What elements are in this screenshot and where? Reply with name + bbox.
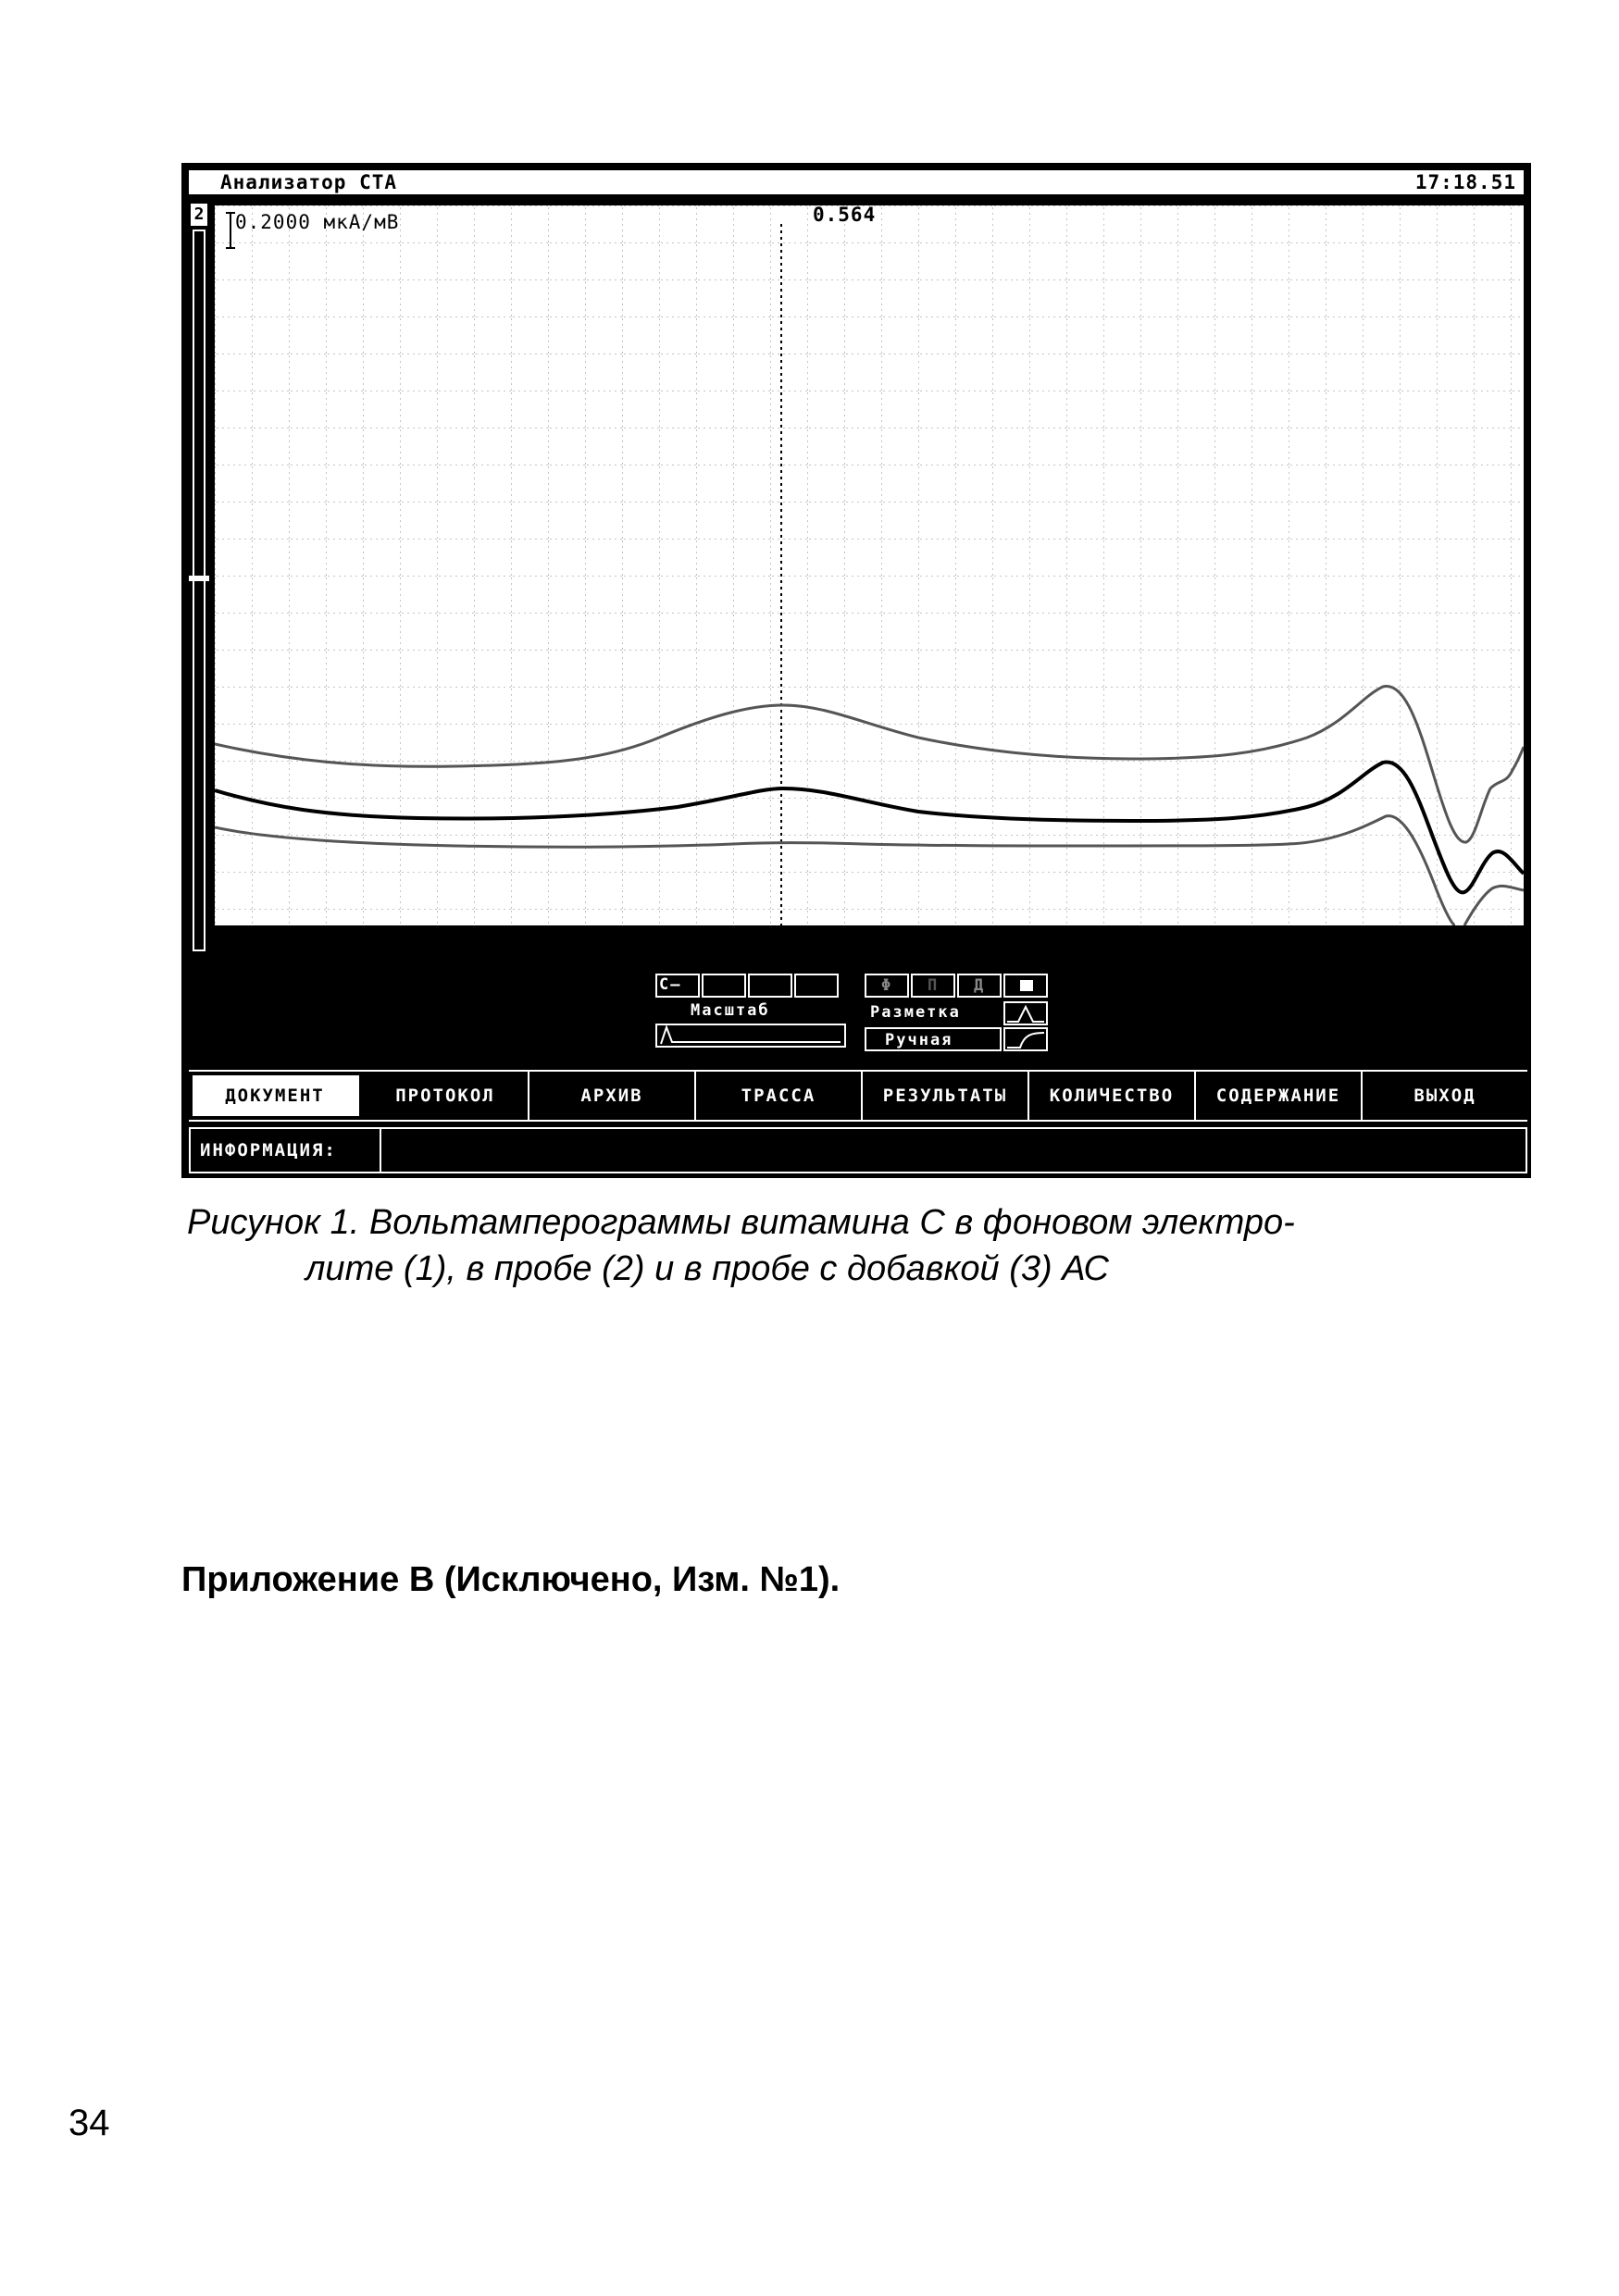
menu-quantity[interactable]: КОЛИЧЕСТВО <box>1029 1072 1196 1120</box>
voltammogram-plot[interactable] <box>215 205 1524 925</box>
step-icon <box>1005 1029 1046 1049</box>
scale-caption: Масштаб <box>691 1001 770 1020</box>
p-icon: П <box>928 976 940 995</box>
menu-document[interactable]: ДОКУМЕНТ <box>193 1075 359 1116</box>
ramp-icon <box>657 1025 844 1046</box>
menu-trace[interactable]: ТРАССА <box>696 1072 863 1120</box>
title-bar <box>189 170 1524 194</box>
square-icon <box>1020 980 1033 991</box>
appendix-heading: Приложение В (Исключено, Изм. №1). <box>181 1560 841 1599</box>
vertical-slider[interactable] <box>193 230 205 951</box>
menu-results[interactable]: РЕЗУЛЬТАТЫ <box>863 1072 1029 1120</box>
scale-label: 0.2000 мкА/мВ <box>235 211 400 233</box>
scale-slider[interactable] <box>655 1024 846 1048</box>
phi-icon: Φ <box>881 976 893 995</box>
markup-label: Разметка <box>870 1003 961 1022</box>
caption-line-2: лите (1), в пробе (2) и в пробе с добавкой (3) АС <box>305 1249 1109 1288</box>
menu-exit[interactable]: ВЫХОД <box>1414 1086 1476 1106</box>
menu-content[interactable]: СОДЕРЖАНИЕ <box>1196 1072 1363 1120</box>
plot-canvas <box>215 205 1524 925</box>
figure-caption <box>187 1199 1483 1292</box>
peak-icon <box>1005 1003 1046 1024</box>
slider-thumb[interactable] <box>189 576 209 581</box>
c-cell-1[interactable] <box>702 974 746 998</box>
channel-indicator[interactable]: 2 <box>191 204 207 226</box>
scale-bar-icon <box>226 211 235 250</box>
manual-step-button[interactable] <box>1003 1027 1048 1051</box>
markup-peak-button[interactable] <box>1003 1001 1048 1025</box>
info-label: ИНФОРМАЦИЯ: <box>191 1129 381 1172</box>
c-field[interactable] <box>655 974 700 998</box>
page-number: 34 <box>68 2103 110 2143</box>
cursor-value: 0.564 <box>813 204 877 226</box>
menu-protocol[interactable]: ПРОТОКОЛ <box>363 1072 529 1120</box>
manual-button[interactable] <box>865 1027 1002 1051</box>
clock: 17:18.51 <box>1414 171 1516 193</box>
c-label: С– <box>659 975 682 994</box>
caption-line-1: Рисунок 1. Вольтамперограммы витамина С в фоновом электро- <box>187 1203 1295 1242</box>
menu-archive[interactable]: АРХИВ <box>529 1072 696 1120</box>
analyzer-window <box>181 163 1531 1178</box>
d-button[interactable] <box>957 974 1002 998</box>
window-title: Анализатор СТА <box>220 171 398 193</box>
menu-bar <box>189 1070 1527 1122</box>
p-button[interactable] <box>911 974 955 998</box>
c-cell-2[interactable] <box>748 974 792 998</box>
info-bar <box>189 1127 1527 1173</box>
manual-label: Ручная <box>885 1031 953 1049</box>
stop-button[interactable] <box>1003 974 1048 998</box>
c-cell-3[interactable] <box>794 974 839 998</box>
d-icon: Д <box>974 976 986 995</box>
phi-button[interactable] <box>865 974 909 998</box>
